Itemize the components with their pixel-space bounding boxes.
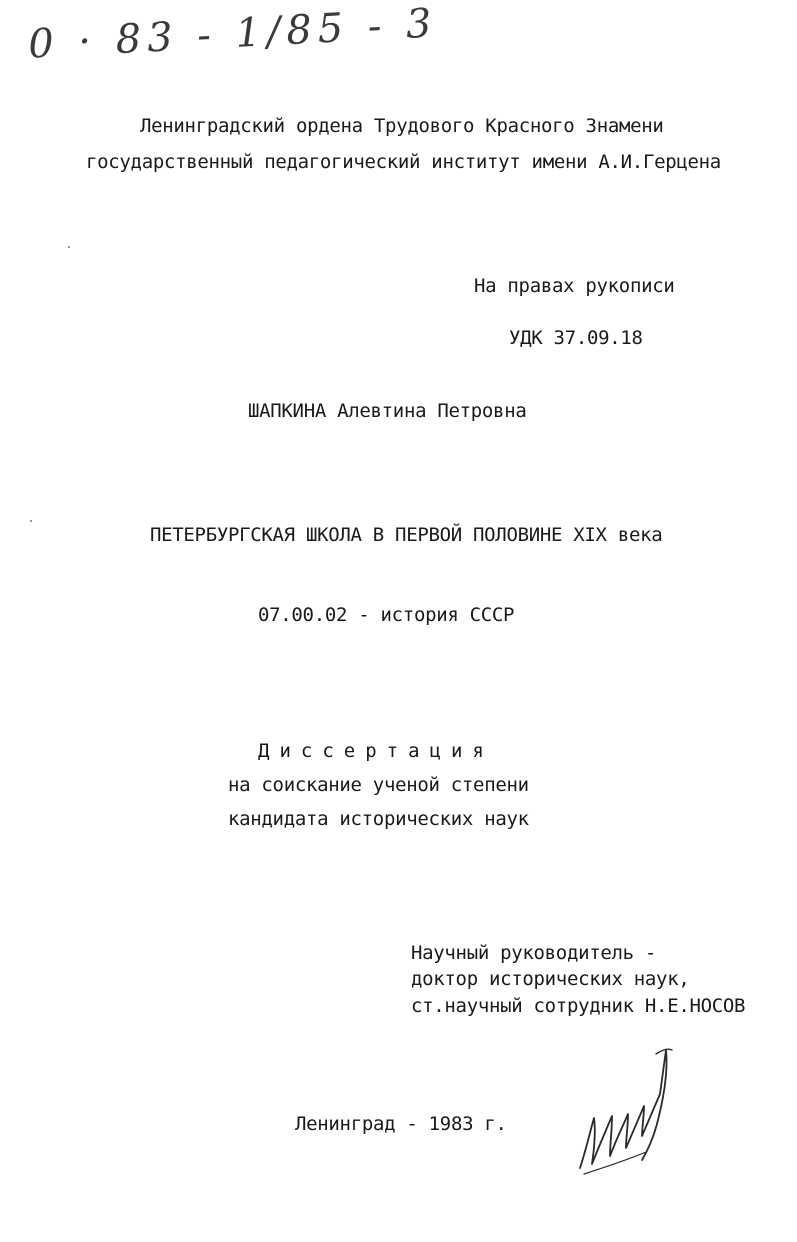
signature-icon bbox=[572, 1040, 682, 1180]
institution-line-1: Ленинградский ордена Трудового Красного Знамени bbox=[140, 115, 664, 137]
dissertation-title: ПЕТЕРБУРГСКАЯ ШКОЛА В ПЕРВОЙ ПОЛОВИНЕ XIX века bbox=[150, 524, 663, 546]
thesis-degree-line-2: кандидата исторических наук bbox=[228, 808, 529, 830]
place-and-year: Ленинград - 1983 г. bbox=[295, 1113, 507, 1135]
rights-notice: На правах рукописи bbox=[474, 275, 675, 297]
supervisor-line-3: ст.научный сотрудник Н.Е.НОСОВ bbox=[411, 995, 746, 1017]
udk-code: УДК 37.09.18 bbox=[509, 327, 643, 349]
paper-speck bbox=[68, 246, 70, 248]
supervisor-line-2: доктор исторических наук, bbox=[411, 968, 690, 990]
author-name: ШАПКИНА Алевтина Петровна bbox=[248, 400, 527, 422]
thesis-degree-line-1: на соискание ученой степени bbox=[228, 774, 529, 796]
thesis-type: Диссертация bbox=[258, 740, 494, 762]
supervisor-line-1: Научный руководитель - bbox=[411, 942, 657, 964]
handwritten-archive-number: 0 · 83 - 1/85 - 3 bbox=[27, 0, 439, 68]
paper-speck bbox=[30, 520, 32, 522]
institution-line-2: государственный педагогический институт имени А.И.Герцена bbox=[86, 151, 721, 173]
specialty-code: 07.00.02 - история СССР bbox=[258, 604, 515, 626]
